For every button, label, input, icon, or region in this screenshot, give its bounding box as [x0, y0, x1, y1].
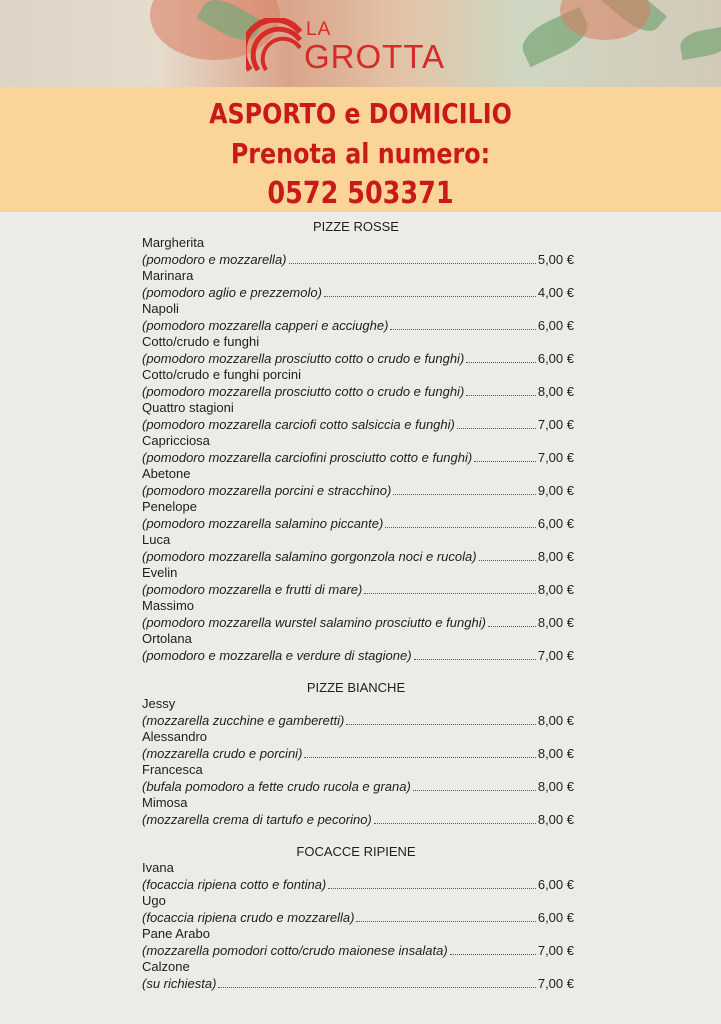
- phone-number[interactable]: 0572 503371: [267, 176, 454, 211]
- item-name: Cotto/crudo e funghi porcini: [142, 367, 301, 382]
- menu-section: [142, 218, 574, 664]
- menu-item: [142, 631, 574, 664]
- dot-leader: [374, 823, 536, 824]
- item-description: (pomodoro aglio e prezzemolo): [142, 285, 322, 300]
- item-description: (pomodoro mozzarella carciofini prosciutto cotto e funghi): [142, 450, 473, 465]
- item-detail-row: [142, 449, 574, 466]
- dot-leader: [385, 527, 536, 528]
- item-detail-row: [142, 383, 574, 400]
- item-name: Pane Arabo: [142, 926, 210, 941]
- item-name: Ortolana: [142, 631, 192, 646]
- item-detail-row: [142, 975, 574, 992]
- basil-leaf-decoration: [678, 26, 721, 60]
- dot-leader: [390, 329, 535, 330]
- item-description: (pomodoro e mozzarella): [142, 252, 287, 267]
- item-description: (mozzarella crema di tartufo e pecorino): [142, 812, 372, 827]
- item-price: 5,00 €: [537, 252, 574, 267]
- dot-leader: [356, 921, 535, 922]
- menu-section: [142, 843, 574, 992]
- dot-leader: [304, 757, 535, 758]
- dot-leader: [479, 560, 536, 561]
- arch-logo-icon: [246, 18, 302, 74]
- item-name: Ugo: [142, 893, 166, 908]
- item-description: (bufala pomodoro a fette crudo rucola e grana): [142, 779, 411, 794]
- item-price: 8,00 €: [537, 582, 574, 597]
- callout-title: ASPORTO e DOMICILIO: [209, 97, 512, 130]
- item-name: Jessy: [142, 696, 176, 711]
- menu-item: [142, 729, 574, 762]
- item-name: Ivana: [142, 860, 174, 875]
- item-detail-row: [142, 811, 574, 828]
- logo-text-big: GROTTA: [304, 38, 446, 75]
- item-detail-row: [142, 317, 574, 334]
- la-grotta-logo: [246, 18, 486, 74]
- item-description: (focaccia ripiena cotto e fontina): [142, 877, 327, 892]
- menu-item: [142, 893, 574, 926]
- item-price: 8,00 €: [537, 549, 574, 564]
- menu-item: [142, 400, 574, 433]
- item-name: Quattro stagioni: [142, 400, 234, 415]
- item-description: (mozzarella pomodori cotto/crudo maionese insalata): [142, 943, 448, 958]
- item-price: 6,00 €: [537, 351, 574, 366]
- menu-item: [142, 926, 574, 959]
- item-name: Capricciosa: [142, 433, 210, 448]
- menu-item: [142, 959, 574, 992]
- item-detail-row: [142, 876, 574, 893]
- item-price: 6,00 €: [537, 877, 574, 892]
- menu-item: [142, 367, 574, 400]
- menu-section: [142, 679, 574, 828]
- item-name: Napoli: [142, 301, 179, 316]
- menu-item: [142, 235, 574, 268]
- item-price: 6,00 €: [537, 318, 574, 333]
- dot-leader: [364, 593, 535, 594]
- menu-item: [142, 532, 574, 565]
- menu-item: [142, 696, 574, 729]
- dot-leader: [328, 888, 536, 889]
- item-description: (su richiesta): [142, 976, 217, 991]
- dot-leader: [457, 428, 536, 429]
- dot-leader: [474, 461, 536, 462]
- item-price: 8,00 €: [537, 384, 574, 399]
- item-detail-row: [142, 482, 574, 499]
- menu-item: [142, 301, 574, 334]
- menu-item: [142, 499, 574, 532]
- item-name: Penelope: [142, 499, 197, 514]
- item-name: Evelin: [142, 565, 178, 580]
- item-price: 8,00 €: [537, 746, 574, 761]
- item-name: Mimosa: [142, 795, 188, 810]
- item-description: (pomodoro mozzarella porcini e stracchino): [142, 483, 392, 498]
- section-spacer: [142, 664, 574, 679]
- item-description: (mozzarella zucchine e gamberetti): [142, 713, 345, 728]
- menu-list: [142, 218, 574, 992]
- section-spacer: [142, 828, 574, 843]
- item-name: Calzone: [142, 959, 190, 974]
- dot-leader: [289, 263, 536, 264]
- item-description: (pomodoro mozzarella prosciutto cotto o crudo e funghi): [142, 351, 465, 366]
- menu-item: [142, 565, 574, 598]
- item-detail-row: [142, 548, 574, 565]
- dot-leader: [393, 494, 536, 495]
- item-detail-row: [142, 416, 574, 433]
- menu-item: [142, 268, 574, 301]
- menu-item: [142, 598, 574, 631]
- item-price: 7,00 €: [537, 648, 574, 663]
- menu-item: [142, 762, 574, 795]
- item-price: 8,00 €: [537, 615, 574, 630]
- section-title: FOCACCE RIPIENE: [296, 844, 416, 859]
- item-name: Alessandro: [142, 729, 208, 744]
- item-price: 9,00 €: [537, 483, 574, 498]
- item-price: 8,00 €: [537, 779, 574, 794]
- item-price: 7,00 €: [537, 417, 574, 432]
- item-detail-row: [142, 581, 574, 598]
- item-price: 7,00 €: [537, 976, 574, 991]
- dot-leader: [466, 362, 536, 363]
- item-description: (pomodoro mozzarella capperi e acciughe): [142, 318, 389, 333]
- takeaway-callout: [0, 87, 721, 212]
- dot-leader: [450, 954, 536, 955]
- item-detail-row: [142, 647, 574, 664]
- item-description: (pomodoro mozzarella prosciutto cotto o crudo e funghi): [142, 384, 465, 399]
- dot-leader: [466, 395, 536, 396]
- item-price: 8,00 €: [537, 713, 574, 728]
- item-name: Marinara: [142, 268, 194, 283]
- dot-leader: [488, 626, 536, 627]
- dot-leader: [414, 659, 536, 660]
- menu-item: [142, 795, 574, 828]
- item-detail-row: [142, 942, 574, 959]
- callout-subtitle: Prenota al numero:: [230, 137, 491, 170]
- dot-leader: [218, 987, 535, 988]
- item-detail-row: [142, 909, 574, 926]
- section-title: PIZZE ROSSE: [313, 219, 399, 234]
- dot-leader: [413, 790, 536, 791]
- item-description: (pomodoro mozzarella carciofi cotto salsiccia e funghi): [142, 417, 455, 432]
- item-name: Luca: [142, 532, 171, 547]
- item-description: (focaccia ripiena crudo e mozzarella): [142, 910, 355, 925]
- item-detail-row: [142, 614, 574, 631]
- item-detail-row: [142, 778, 574, 795]
- item-description: (pomodoro mozzarella e frutti di mare): [142, 582, 363, 597]
- item-detail-row: [142, 251, 574, 268]
- section-title: PIZZE BIANCHE: [306, 680, 406, 695]
- item-detail-row: [142, 515, 574, 532]
- item-description: (pomodoro mozzarella salamino piccante): [142, 516, 384, 531]
- item-name: Margherita: [142, 235, 205, 250]
- item-name: Francesca: [142, 762, 203, 777]
- item-price: 6,00 €: [537, 910, 574, 925]
- item-description: (mozzarella crudo e porcini): [142, 746, 303, 761]
- item-detail-row: [142, 712, 574, 729]
- menu-item: [142, 334, 574, 367]
- item-description: (pomodoro mozzarella salamino gorgonzola noci e rucola): [142, 549, 477, 564]
- item-detail-row: [142, 350, 574, 367]
- item-detail-row: [142, 745, 574, 762]
- item-description: (pomodoro mozzarella wurstel salamino prosciutto e funghi): [142, 615, 486, 630]
- item-name: Massimo: [142, 598, 195, 613]
- item-detail-row: [142, 284, 574, 301]
- item-description: (pomodoro e mozzarella e verdure di stagione): [142, 648, 412, 663]
- logo-text-small: LA: [306, 19, 332, 40]
- item-price: 6,00 €: [537, 516, 574, 531]
- item-price: 8,00 €: [537, 812, 574, 827]
- item-price: 7,00 €: [537, 943, 574, 958]
- item-name: Abetone: [142, 466, 191, 481]
- menu-item: [142, 466, 574, 499]
- item-name: Cotto/crudo e funghi: [142, 334, 260, 349]
- item-price: 4,00 €: [537, 285, 574, 300]
- dot-leader: [346, 724, 536, 725]
- header-banner: [0, 0, 721, 87]
- item-price: 7,00 €: [537, 450, 574, 465]
- dot-leader: [324, 296, 536, 297]
- menu-item: [142, 433, 574, 466]
- menu-item: [142, 860, 574, 893]
